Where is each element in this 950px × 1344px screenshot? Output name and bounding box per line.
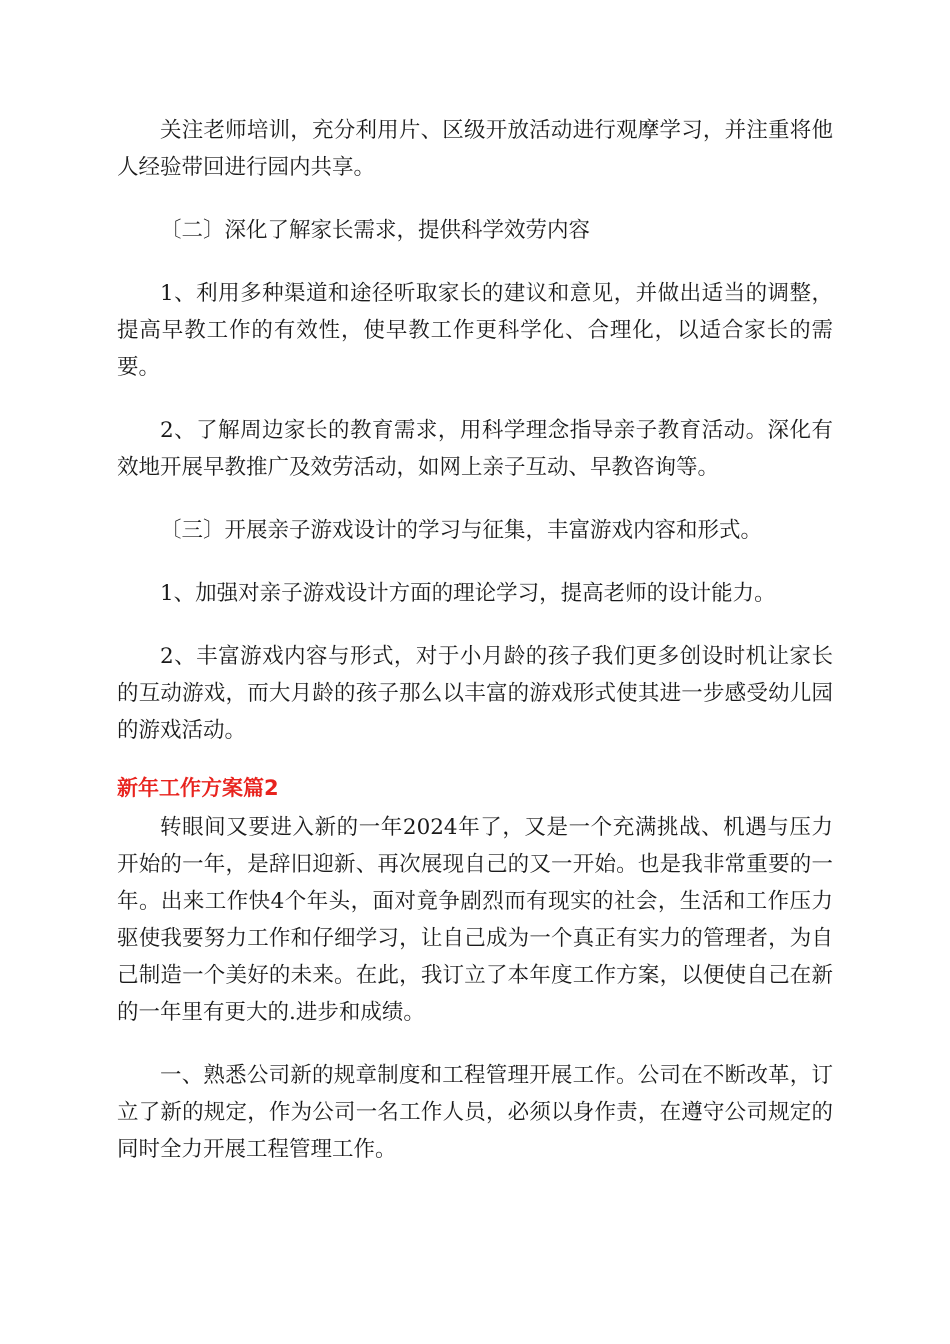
section-heading: 新年工作方案篇2 <box>117 776 279 800</box>
paragraph-teacher-training: 关注老师培训，充分利用片、区级开放活动进行观摩学习，并注重将他人经验带回进行园内共享。 <box>117 118 833 180</box>
paragraph-parent-feedback: 1、利用多种渠道和途径听取家长的建议和意见，并做出适当的调整，提高早教工作的有效性，使早教工作更科学化、合理化，以适合家长的需要。 <box>117 281 833 380</box>
paragraph-company-rules: 一、熟悉公司新的规章制度和工程管理开展工作。公司在不断改革，订立了新的规定，作为公司一名工作人员，必须以身作责，在遵守公司规定的同时全力开展工程管理工作。 <box>117 1063 833 1162</box>
paragraph-game-forms: 2、丰富游戏内容与形式，对于小月龄的孩子我们更多创设时机让家长的互动游戏，而大月龄的孩子那么以丰富的游戏形式使其进一步感受幼儿园的游戏活动。 <box>117 644 833 743</box>
paragraph-new-year-intro: 转眼间又要进入新的一年2024年了，又是一个充满挑战、机遇与压力开始的一年，是辞旧迎新、再次展现自己的又一开始。也是我非常重要的一年。出来工作快4个年头，面对竟争剧烈而有现实的社会，生活和工作压力驱使我要努力工作和仔细学习，让自己成为一个真正有实力的管理者，为自己制造一个美好的未来。在此，我订立了本年度工作方案，以便使自己在新的一年里有更大的.进步和成绩。 <box>117 815 833 1025</box>
subheading-parent-needs: 〔二〕深化了解家长需求，提供科学效劳内容 <box>160 218 591 243</box>
document-page <box>117 112 833 1168</box>
subheading-parent-child-games: 〔三〕开展亲子游戏设计的学习与征集，丰富游戏内容和形式。 <box>160 518 763 543</box>
paragraph-parent-education: 2、了解周边家长的教育需求，用科学理念指导亲子教育活动。深化有效地开展早教推广及效劳活动，如网上亲子互动、早教咨询等。 <box>117 418 833 480</box>
paragraph-game-theory: 1、加强对亲子游戏设计方面的理论学习，提高老师的设计能力。 <box>160 581 776 606</box>
